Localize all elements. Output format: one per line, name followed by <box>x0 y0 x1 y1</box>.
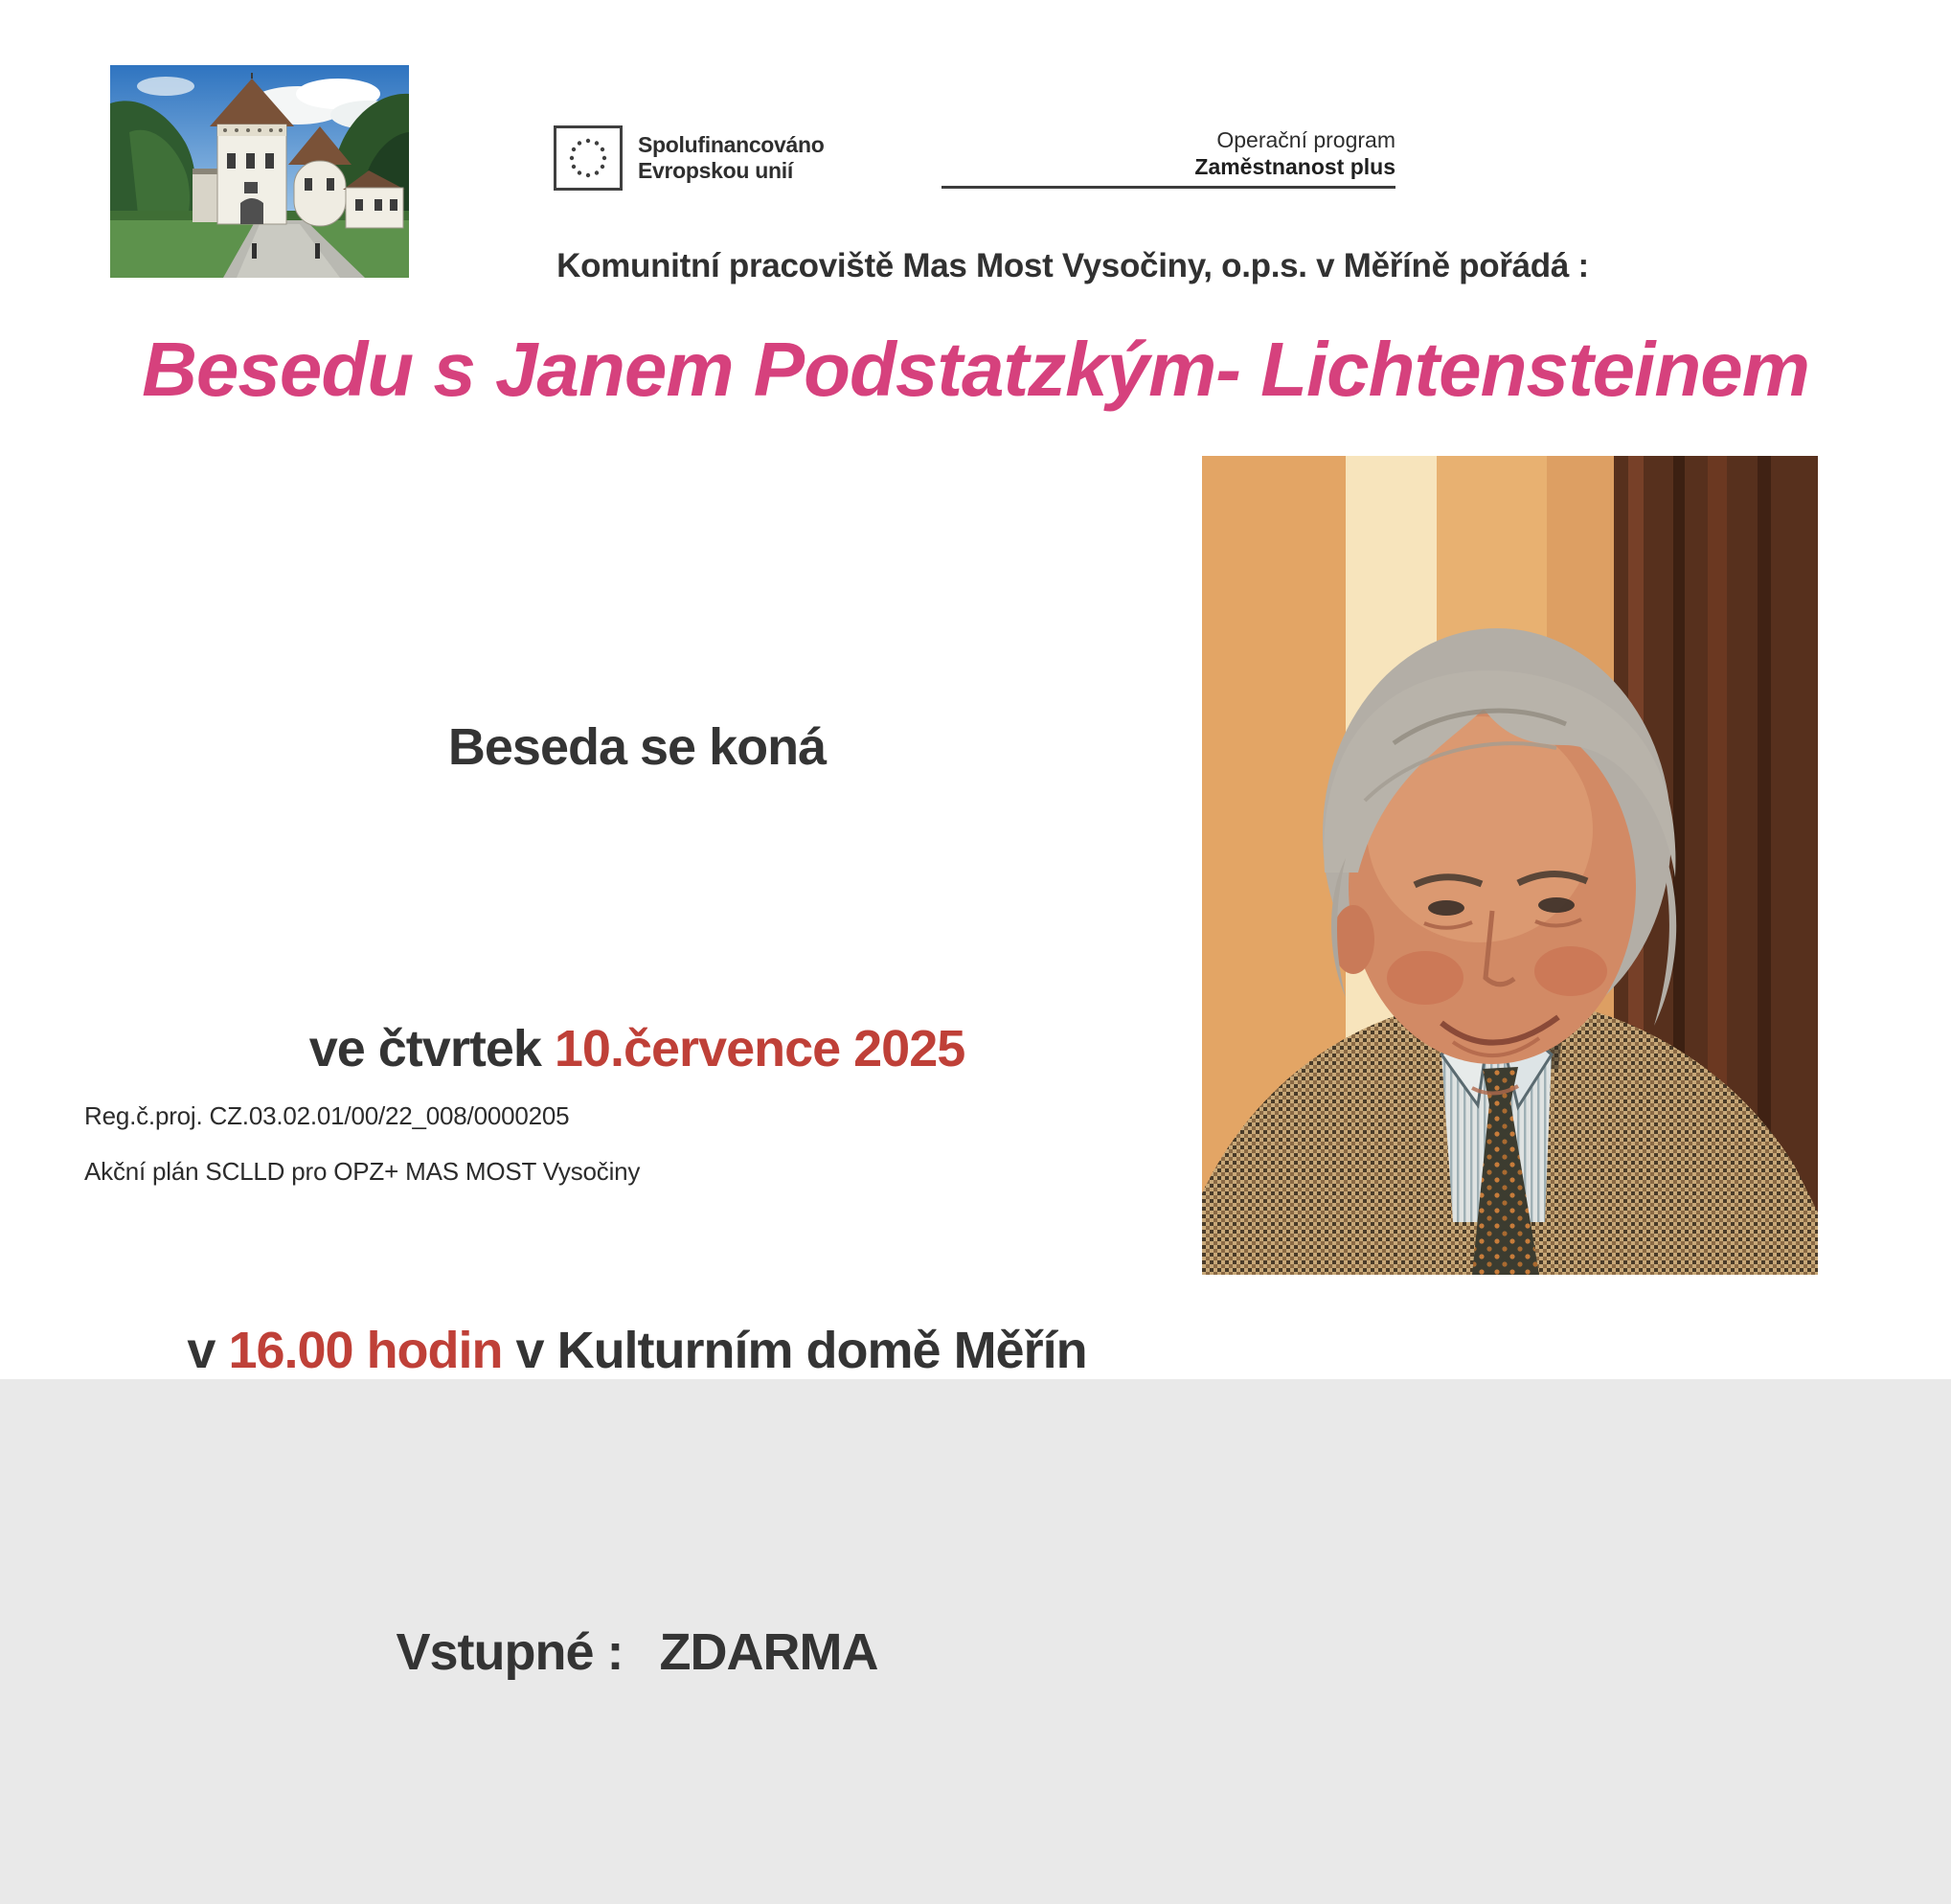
event-details <box>0 496 1274 1904</box>
castle-photo-image <box>110 65 409 278</box>
admission-value: ZDARMA <box>659 1623 878 1681</box>
event-time-prefix: v <box>187 1322 229 1379</box>
project-reg-number: Reg.č.proj. CZ.03.02.01/00/22_008/0000205 <box>84 1101 570 1130</box>
castle-photo <box>110 65 409 278</box>
program-label <box>919 127 1395 181</box>
action-plan-line: Akční plán SCLLD pro OPZ+ MAS MOST Vysočiny <box>84 1157 641 1186</box>
event-time-value: 16.00 hodin <box>228 1322 503 1379</box>
event-date-prefix: ve čtvrtek <box>308 1020 555 1077</box>
program-underline <box>941 186 1395 189</box>
admission-label: Vstupné : <box>396 1623 624 1681</box>
event-place-text: v Kulturním domě Měřín <box>502 1322 1087 1379</box>
eu-cofunded-line2: Evropskou unií <box>638 158 793 183</box>
event-line-intro <box>0 697 1274 798</box>
program-name-line: Operační program <box>1216 127 1395 152</box>
portrait-photo-image <box>1202 456 1818 1275</box>
eu-flag-icon <box>554 125 623 191</box>
event-title: Besedu s Janem Podstatzkým- Lichtensteinem <box>142 327 1809 412</box>
organizer-line: Komunitní pracoviště Mas Most Vysočiny, o.p.s. v Měříně pořádá : <box>556 247 1589 284</box>
eu-stars-icon <box>563 135 613 181</box>
eu-cofunded-text <box>638 132 825 184</box>
event-date-value: 10.července 2025 <box>554 1020 965 1077</box>
event-line-date <box>0 999 1274 1099</box>
eu-cofunded-line1: Spolufinancováno <box>638 132 825 157</box>
event-line-time-place <box>0 1301 1274 1401</box>
portrait-photo <box>1202 456 1818 1275</box>
eu-cofunded-logo <box>554 125 898 192</box>
program-subname-line: Zaměstnanost plus <box>1194 154 1395 179</box>
event-line-admission <box>0 1602 1274 1703</box>
event-intro-text: Beseda se koná <box>447 718 827 776</box>
